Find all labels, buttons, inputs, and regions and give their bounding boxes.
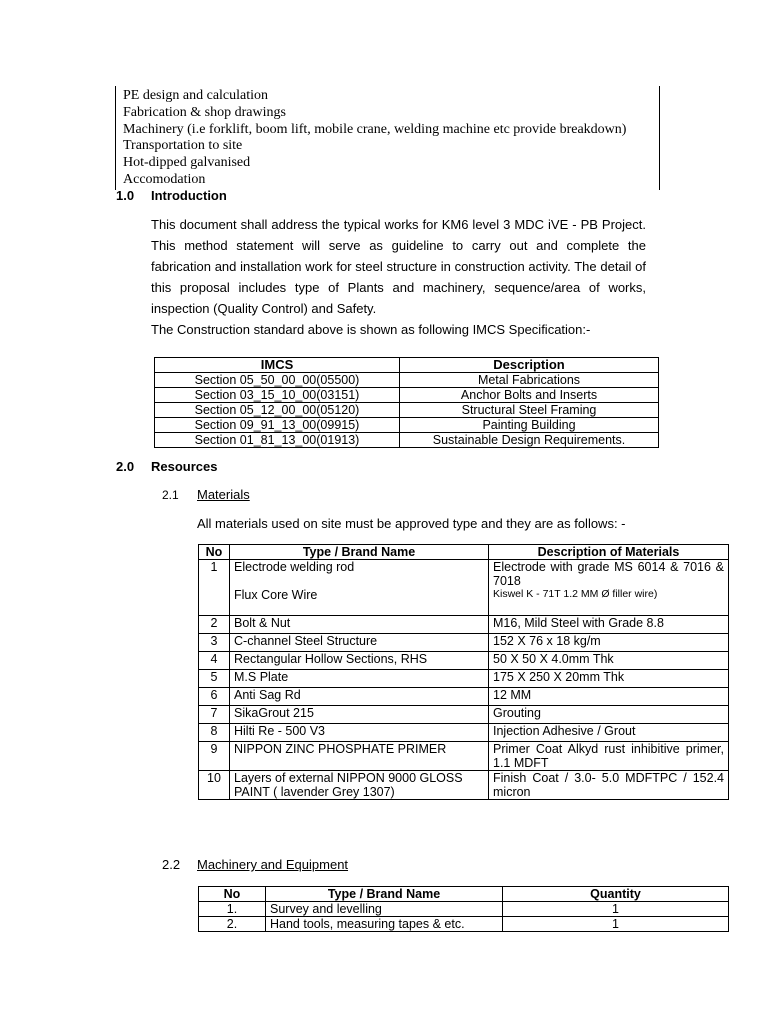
table-cell: 175 X 250 X 20mm Thk [489,670,729,688]
scope-item: Machinery (i.e forklift, boom lift, mobile crane, welding machine etc provide breakdown) [123,122,627,137]
materials-intro: All materials used on site must be approved type and they are as follows: - [197,516,626,531]
table-header: No [199,887,266,902]
table-cell: NIPPON ZINC PHOSPHATE PRIMER [230,742,489,771]
table-cell: Anti Sag Rd [230,688,489,706]
cell-text: Flux Core Wire [234,588,318,602]
table-row [199,688,729,706]
table-cell: M16, Mild Steel with Grade 8.8 [489,616,729,634]
table-cell: 1 [199,560,230,616]
table-cell: Anchor Bolts and Inserts [400,388,659,403]
table-row [199,560,729,616]
table-cell [230,560,489,616]
table-cell: Sustainable Design Requirements. [400,433,659,448]
table-cell: C-channel Steel Structure [230,634,489,652]
subsection-title: Machinery and Equipment [197,857,349,872]
table-cell: Rectangular Hollow Sections, RHS [230,652,489,670]
table-cell: Hilti Re - 500 V3 [230,724,489,742]
materials-table [198,544,729,800]
table-row [155,433,659,448]
subsection-number: 2.1 [162,488,179,502]
scope-item: Accomodation [123,172,206,187]
scope-item: PE design and calculation [123,88,269,103]
table-row [199,902,729,917]
subsection-number: 2.2 [162,857,181,872]
table-cell: Finish Coat / 3.0- 5.0 MDFTPC / 152.4 micron [489,771,729,800]
cell-text: Kiswel K - 71T 1.2 MM Ø filler wire) [493,588,658,600]
table-cell: Painting Building [400,418,659,433]
table-header: Type / Brand Name [230,545,489,560]
table-header: Description [400,358,659,373]
table-cell: 152 X 76 x 18 kg/m [489,634,729,652]
table-row [199,771,729,800]
table-cell: 10 [199,771,230,800]
scope-item: Transportation to site [123,138,243,153]
table-cell: 6 [199,688,230,706]
scope-item: Fabrication & shop drawings [123,105,286,120]
table-cell: Section 05_12_00_00(05120) [155,403,400,418]
section-title: Introduction [151,188,227,203]
table-cell: 2 [199,616,230,634]
table-cell: Section 05_50_00_00(05500) [155,373,400,388]
table-cell: 8 [199,724,230,742]
table-cell: 1 [503,917,729,932]
table-row [199,706,729,724]
table-cell: Section 01_81_13_00(01913) [155,433,400,448]
table-cell: Survey and levelling [266,902,503,917]
table-cell: Bolt & Nut [230,616,489,634]
scope-item: Hot-dipped galvanised [123,155,251,170]
table-cell: Injection Adhesive / Grout [489,724,729,742]
table-cell: 12 MM [489,688,729,706]
table-cell: Layers of external NIPPON 9000 GLOSS PAINT ( lavender Grey 1307) [230,771,489,800]
table-row [155,403,659,418]
section-number: 2.0 [116,459,135,474]
table-cell: 1. [199,902,266,917]
section-title: Resources [151,459,218,474]
table-header: IMCS [155,358,400,373]
table-header: Quantity [503,887,729,902]
table-row [199,634,729,652]
table-cell: Structural Steel Framing [400,403,659,418]
table-cell: 4 [199,652,230,670]
table-row [199,652,729,670]
intro-paragraph: This document shall address the typical works for KM6 level 3 MDC iVE - PB Project. This method statement will serve as guideline to carry out and complete the fabrication and installation work for steel structure in construction activity. The detail of this proposal includes type of Plants and machinery, sequence/area of works, inspection (Quality Control) and Safety. [151,217,646,316]
table-row [199,670,729,688]
section-number: 1.0 [116,188,135,203]
table-cell: 7 [199,706,230,724]
table-row [199,616,729,634]
cell-text: Electrode with grade MS 6014 & 7016 & 7018 [493,560,724,588]
table-cell: 50 X 50 X 4.0mm Thk [489,652,729,670]
table-row [199,724,729,742]
cell-text: Electrode welding rod [234,560,355,574]
table-cell: Hand tools, measuring tapes & etc. [266,917,503,932]
table-cell: 2. [199,917,266,932]
table-cell: Metal Fabrications [400,373,659,388]
subsection-title: Materials [197,487,250,502]
table-header: Type / Brand Name [266,887,503,902]
scope-list-box [115,86,660,190]
table-cell: M.S Plate [230,670,489,688]
table-cell: 3 [199,634,230,652]
intro-standard-text: The Construction standard above is shown as following IMCS Specification:- [151,322,591,337]
table-cell: Section 03_15_10_00(03151) [155,388,400,403]
table-cell: 1 [503,902,729,917]
table-cell: Section 09_91_13_00(09915) [155,418,400,433]
table-row [155,373,659,388]
table-row [199,917,729,932]
table-row [155,418,659,433]
table-header: No [199,545,230,560]
table-row [155,388,659,403]
table-cell: 9 [199,742,230,771]
table-cell: SikaGrout 215 [230,706,489,724]
table-cell: Grouting [489,706,729,724]
table-row [199,742,729,771]
machinery-table [198,886,729,932]
table-cell [489,560,729,616]
imcs-table [154,357,659,448]
table-header: Description of Materials [489,545,729,560]
table-cell: Primer Coat Alkyd rust inhibitive primer, 1.1 MDFT [489,742,729,771]
table-cell: 5 [199,670,230,688]
